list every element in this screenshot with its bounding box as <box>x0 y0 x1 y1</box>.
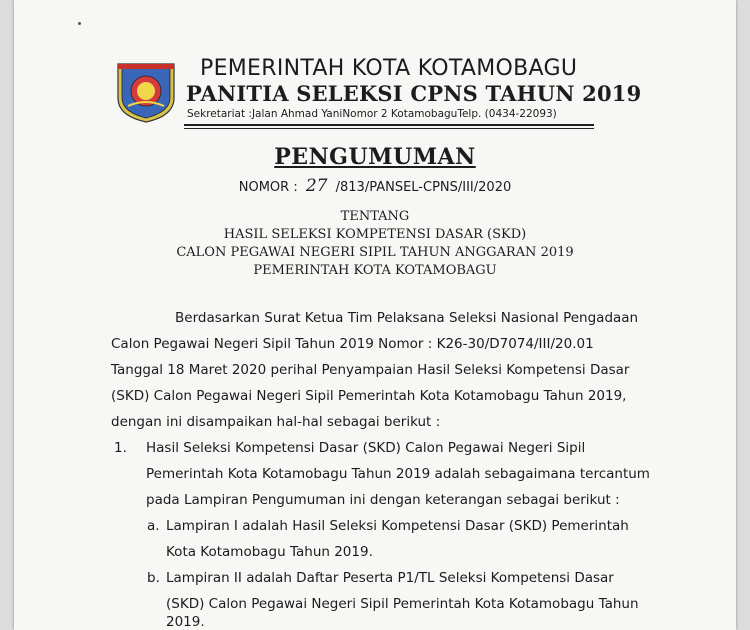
list-item-line: pada Lampiran Pengumuman ini dengan keterangan sebagai berikut : <box>146 492 620 508</box>
letterhead-rule-thin <box>184 128 594 129</box>
city-emblem-logo <box>114 58 178 124</box>
subject-line-3: PEMERINTAH KOTA KOTAMOBAGU <box>253 263 497 278</box>
number-prefix: NOMOR : <box>238 180 298 195</box>
paragraph-line: (SKD) Calon Pegawai Negeri Sipil Pemerintah Kota Kotamobagu Tahun 2019, <box>111 388 627 404</box>
paragraph-line: dengan ini disampaikan hal-hal sebagai berikut : <box>111 414 441 430</box>
paragraph-line: Berdasarkan Surat Ketua Tim Pelaksana Seleksi Nasional Pengadaan <box>175 310 639 326</box>
number-suffix: /813/PANSEL-CPNS/III/2020 <box>335 180 512 195</box>
paragraph-line: Tanggal 18 Maret 2020 perihal Penyampaian Hasil Seleksi Kompetensi Dasar <box>111 362 630 378</box>
letterhead-rule-thick <box>184 124 594 126</box>
list-item-line: Hasil Seleksi Kompetensi Dasar (SKD) Calon Pegawai Negeri Sipil <box>146 440 586 456</box>
letterhead-government: PEMERINTAH KOTA KOTAMOBAGU <box>200 56 578 81</box>
about-heading: TENTANG <box>340 209 410 224</box>
sublist-item-line: Lampiran I adalah Hasil Seleksi Kompetensi Dasar (SKD) Pemerintah <box>166 518 629 534</box>
sublist-item-line: Lampiran II adalah Daftar Peserta P1/TL Seleksi Kompetensi Dasar <box>166 570 614 586</box>
sublist-item-line: Kota Kotamobagu Tahun 2019. <box>166 544 373 560</box>
letterhead-committee: PANITIA SELEKSI CPNS TAHUN 2019 <box>186 81 642 106</box>
announcement-number <box>14 176 736 196</box>
paragraph-line: Calon Pegawai Negeri Sipil Tahun 2019 Nomor : K26-30/D7074/III/20.01 <box>111 336 594 352</box>
sublist-marker: b. <box>147 570 160 586</box>
sublist-item-line: (SKD) Calon Pegawai Negeri Sipil Pemerintah Kota Kotamobagu Tahun <box>166 596 639 612</box>
announcement-title: PENGUMUMAN <box>274 144 476 170</box>
sublist-marker: a. <box>147 518 160 534</box>
subject-line-2: CALON PEGAWAI NEGERI SIPIL TAHUN ANGGARAN 2019 <box>176 245 574 260</box>
list-marker: 1. <box>114 440 127 456</box>
sublist-item-line: 2019. <box>166 614 205 630</box>
speck <box>78 22 81 25</box>
subject-line-1: HASIL SELEKSI KOMPETENSI DASAR (SKD) <box>223 227 527 242</box>
letterhead-address: Sekretariat :Jalan Ahmad YaniNomor 2 KotamobaguTelp. (0434-22093) <box>187 108 557 120</box>
number-handwritten: 27 <box>305 176 328 196</box>
list-item-line: Pemerintah Kota Kotamobagu Tahun 2019 adalah sebagaimana tercantum <box>146 466 650 482</box>
document-page <box>14 0 736 630</box>
